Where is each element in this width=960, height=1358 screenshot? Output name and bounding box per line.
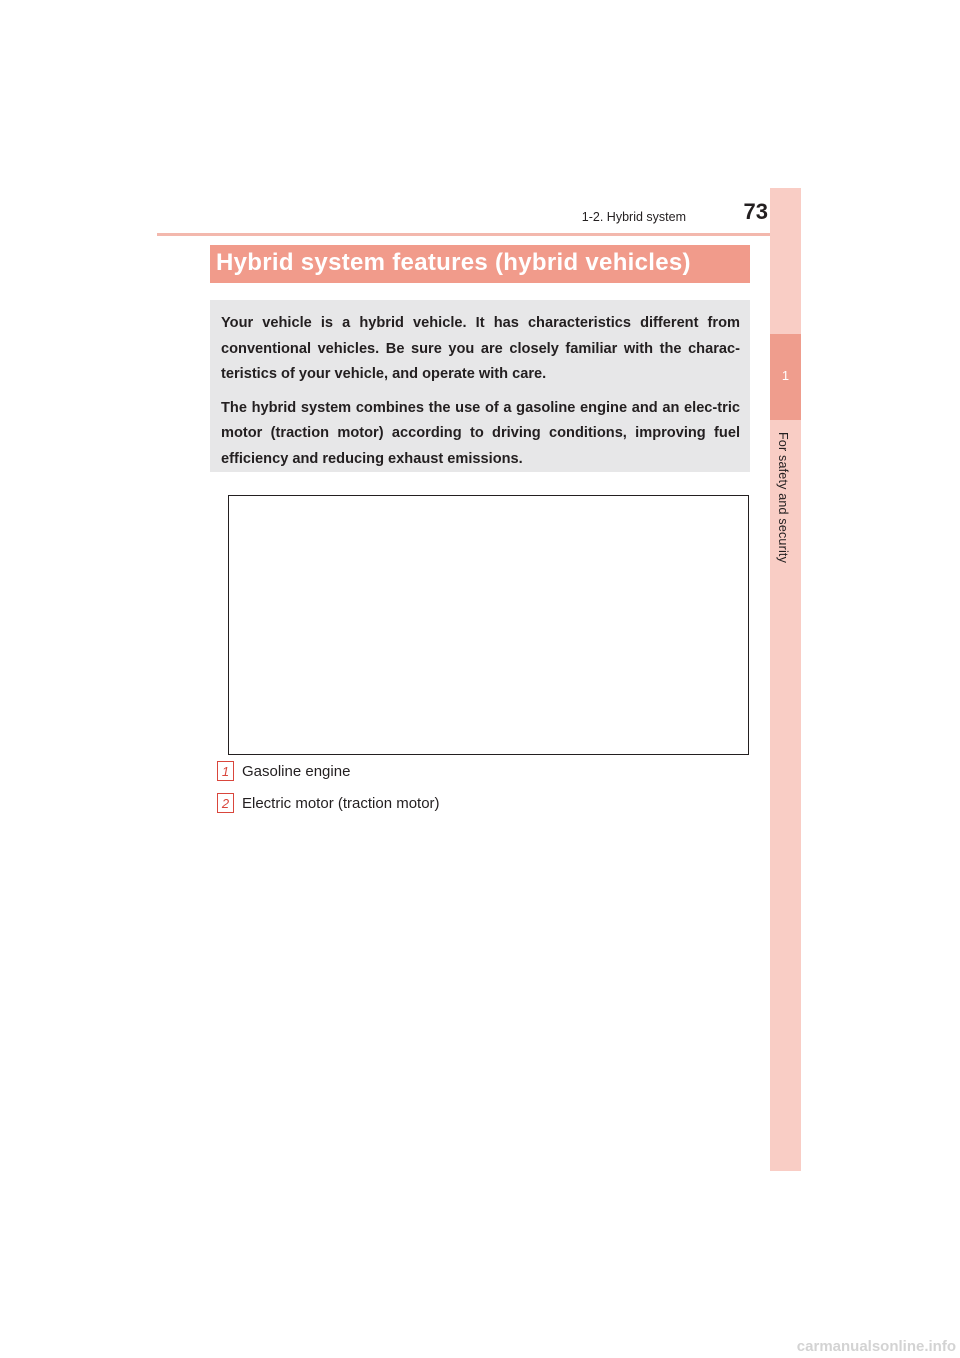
intro-paragraph-1: Your vehicle is a hybrid vehicle. It has characteristics different from conventional vehicles. Be sure you are closely familiar with the charac-teristics of your vehicle, and operate with care. bbox=[221, 315, 740, 382]
page-number: 73 bbox=[743, 199, 768, 224]
legend-item bbox=[217, 760, 351, 782]
legend-label: Gasoline engine bbox=[242, 762, 351, 780]
watermark: carmanualsonline.info bbox=[796, 1338, 956, 1355]
chapter-number: 1 bbox=[781, 368, 790, 383]
header-divider bbox=[157, 233, 800, 236]
intro-paragraph-2: The hybrid system combines the use of a gasoline engine and an elec-tric motor (traction motor) according to driving conditions, improving fuel efficiency and reducing exhaust emissions. bbox=[221, 399, 740, 467]
intro-box bbox=[210, 300, 750, 472]
section-title: Hybrid system features (hybrid vehicles) bbox=[216, 249, 691, 276]
callout-number: 1 bbox=[217, 761, 234, 781]
callout-number: 2 bbox=[217, 793, 234, 813]
header-section-title: 1-2. Hybrid system bbox=[581, 210, 686, 224]
illustration-frame bbox=[228, 495, 749, 755]
legend-item bbox=[217, 792, 440, 814]
chapter-label: For safety and security bbox=[776, 432, 790, 564]
legend-label: Electric motor (traction motor) bbox=[242, 794, 440, 812]
